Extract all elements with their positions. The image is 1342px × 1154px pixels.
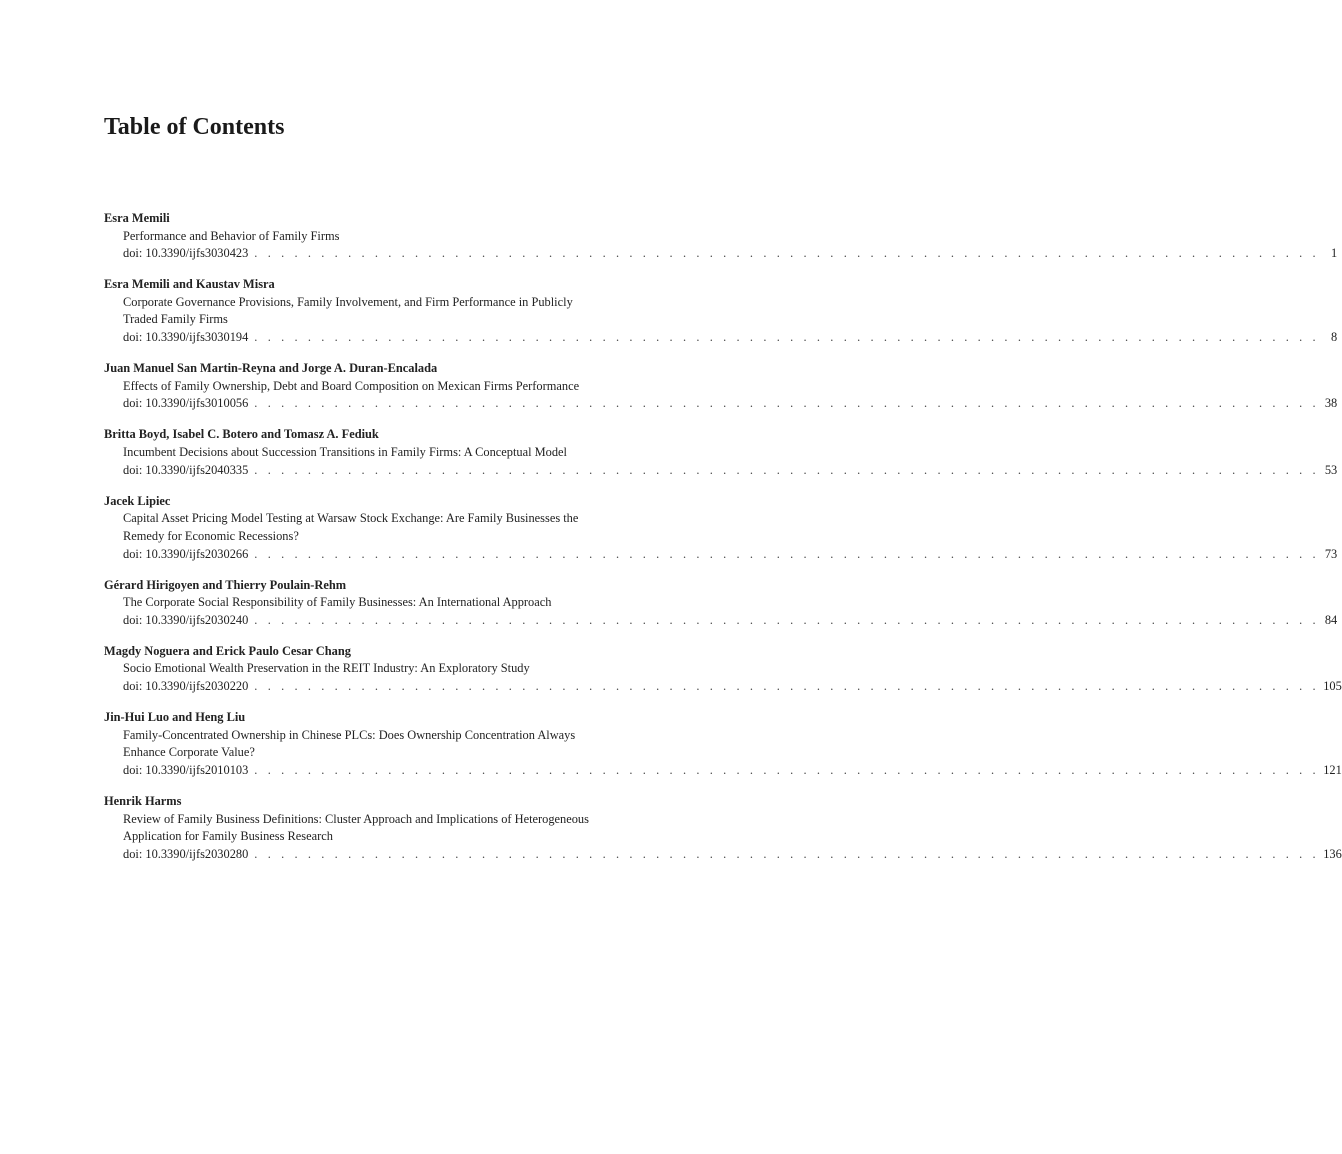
entry-page-number[interactable]: 73 — [1324, 546, 1338, 561]
entry-page-number[interactable]: 121 — [1323, 762, 1342, 777]
dot-leader: . . . . . . . . . . . . . . . . . . . . . . . . . . . . . . . . . . . . . . . . . . . . . . . . . . . . . . . . . . . . . . . . . . . . . . . . . . . . . . . . — [254, 330, 1320, 345]
dot-leader: . . . . . . . . . . . . . . . . . . . . . . . . . . . . . . . . . . . . . . . . . . . . . . . . . . . . . . . . . . . . . . . . . . . . . . . . . . . . . . . . — [254, 396, 1320, 411]
dot-leader: . . . . . . . . . . . . . . . . . . . . . . . . . . . . . . . . . . . . . . . . . . . . . . . . . . . . . . . . . . . . . . . . . . . . . . . . . . . . . . . . — [254, 612, 1320, 627]
entry-title-line[interactable]: Effects of Family Ownership, Debt and Board Composition on Mexican Firms Performance — [123, 378, 580, 393]
entry-doi-row — [104, 395, 1338, 413]
entry-authors: Britta Boyd, Isabel C. Botero and Tomasz A. Fediuk — [104, 427, 379, 442]
entry-title-line[interactable]: Application for Family Business Research — [123, 829, 333, 844]
entry-page-number[interactable]: 1 — [1331, 246, 1338, 261]
dot-leader: . . . . . . . . . . . . . . . . . . . . . . . . . . . . . . . . . . . . . . . . . . . . . . . . . . . . . . . . . . . . . . . . . . . . . . . . . . . . . . . . — [254, 246, 1320, 261]
entry-title-line[interactable]: Socio Emotional Wealth Preservation in the REIT Industry: An Exploratory Study — [123, 661, 530, 676]
entry-doi-row — [104, 546, 1338, 564]
dot-leader: . . . . . . . . . . . . . . . . . . . . . . . . . . . . . . . . . . . . . . . . . . . . . . . . . . . . . . . . . . . . . . . . . . . . . . . . . . . . . . . . — [254, 846, 1320, 861]
entry-doi-row — [104, 329, 1338, 347]
entry-authors: Gérard Hirigoyen and Thierry Poulain-Rehm — [104, 577, 347, 592]
toc-entry — [104, 276, 1338, 346]
dot-leader: . . . . . . . . . . . . . . . . . . . . . . . . . . . . . . . . . . . . . . . . . . . . . . . . . . . . . . . . . . . . . . . . . . . . . . . . . . . . . . . . — [254, 546, 1320, 561]
entry-doi[interactable]: doi: 10.3390/ijfs2030220 — [123, 679, 249, 694]
entry-title-line[interactable]: The Corporate Social Responsibility of Family Businesses: An International Approach — [123, 595, 552, 610]
entry-authors: Juan Manuel San Martin-Reyna and Jorge A. Duran-Encalada — [104, 361, 438, 376]
entry-doi-row — [104, 678, 1342, 696]
entry-doi[interactable]: doi: 10.3390/ijfs2030280 — [123, 846, 249, 861]
entry-title-line[interactable]: Incumbent Decisions about Succession Transitions in Family Firms: A Conceptual Model — [123, 445, 567, 460]
toc-entry — [104, 709, 1342, 779]
entry-authors: Magdy Noguera and Erick Paulo Cesar Chang — [104, 643, 351, 658]
entry-title-line[interactable]: Enhance Corporate Value? — [123, 745, 255, 760]
toc-entry — [104, 426, 1338, 479]
toc-entry — [104, 360, 1338, 413]
entry-authors: Jin-Hui Luo and Heng Liu — [104, 710, 246, 725]
entry-page-number[interactable]: 38 — [1324, 396, 1338, 411]
entry-doi[interactable]: doi: 10.3390/ijfs2030266 — [123, 546, 249, 561]
entry-title-line[interactable]: Capital Asset Pricing Model Testing at Warsaw Stock Exchange: Are Family Businesses the — [123, 511, 579, 526]
toc-entry — [104, 493, 1338, 563]
entry-page-number[interactable]: 84 — [1324, 612, 1338, 627]
entry-doi-row — [104, 462, 1338, 480]
dot-leader: . . . . . . . . . . . . . . . . . . . . . . . . . . . . . . . . . . . . . . . . . . . . . . . . . . . . . . . . . . . . . . . . . . . . . . . . . . . . . . . . — [254, 762, 1320, 777]
entry-title-line[interactable]: Review of Family Business Definitions: Cluster Approach and Implications of Heterogeneous — [123, 811, 589, 826]
entry-doi[interactable]: doi: 10.3390/ijfs2010103 — [123, 762, 249, 777]
entry-authors: Jacek Lipiec — [104, 493, 171, 508]
entry-page-number[interactable]: 136 — [1323, 846, 1342, 861]
entry-doi-row — [104, 612, 1338, 630]
toc-entry — [104, 577, 1338, 630]
entry-authors: Esra Memili and Kaustav Misra — [104, 277, 275, 292]
dot-leader: . . . . . . . . . . . . . . . . . . . . . . . . . . . . . . . . . . . . . . . . . . . . . . . . . . . . . . . . . . . . . . . . . . . . . . . . . . . . . . . . — [254, 462, 1320, 477]
toc-entry — [104, 793, 1342, 863]
toc-entry — [104, 210, 1338, 263]
entry-doi[interactable]: doi: 10.3390/ijfs3030194 — [123, 330, 249, 345]
entry-doi-row — [104, 245, 1338, 263]
entry-authors: Henrik Harms — [104, 794, 182, 809]
entry-page-number[interactable]: 105 — [1323, 679, 1342, 694]
table-of-contents — [104, 210, 1342, 877]
page-title: Table of Contents — [104, 114, 285, 140]
dot-leader: . . . . . . . . . . . . . . . . . . . . . . . . . . . . . . . . . . . . . . . . . . . . . . . . . . . . . . . . . . . . . . . . . . . . . . . . . . . . . . . . — [254, 679, 1320, 694]
entry-doi-row — [104, 846, 1342, 864]
entry-doi[interactable]: doi: 10.3390/ijfs2030240 — [123, 612, 249, 627]
entry-authors: Esra Memili — [104, 211, 170, 225]
entry-doi[interactable]: doi: 10.3390/ijfs3030423 — [123, 246, 249, 261]
entry-title-line[interactable]: Remedy for Economic Recessions? — [123, 528, 299, 543]
entry-doi[interactable]: doi: 10.3390/ijfs3010056 — [123, 396, 249, 411]
entry-doi-row — [104, 762, 1342, 780]
entry-page-number[interactable]: 53 — [1324, 462, 1338, 477]
entry-title-line[interactable]: Family-Concentrated Ownership in Chinese PLCs: Does Ownership Concentration Always — [123, 727, 576, 742]
entry-page-number[interactable]: 8 — [1331, 330, 1338, 345]
toc-entry — [104, 643, 1342, 696]
entry-title-line[interactable]: Traded Family Firms — [123, 312, 228, 327]
entry-doi[interactable]: doi: 10.3390/ijfs2040335 — [123, 462, 249, 477]
entry-title-line[interactable]: Corporate Governance Provisions, Family Involvement, and Firm Performance in Publicly — [123, 294, 573, 309]
entry-title-line[interactable]: Performance and Behavior of Family Firms — [123, 228, 340, 243]
